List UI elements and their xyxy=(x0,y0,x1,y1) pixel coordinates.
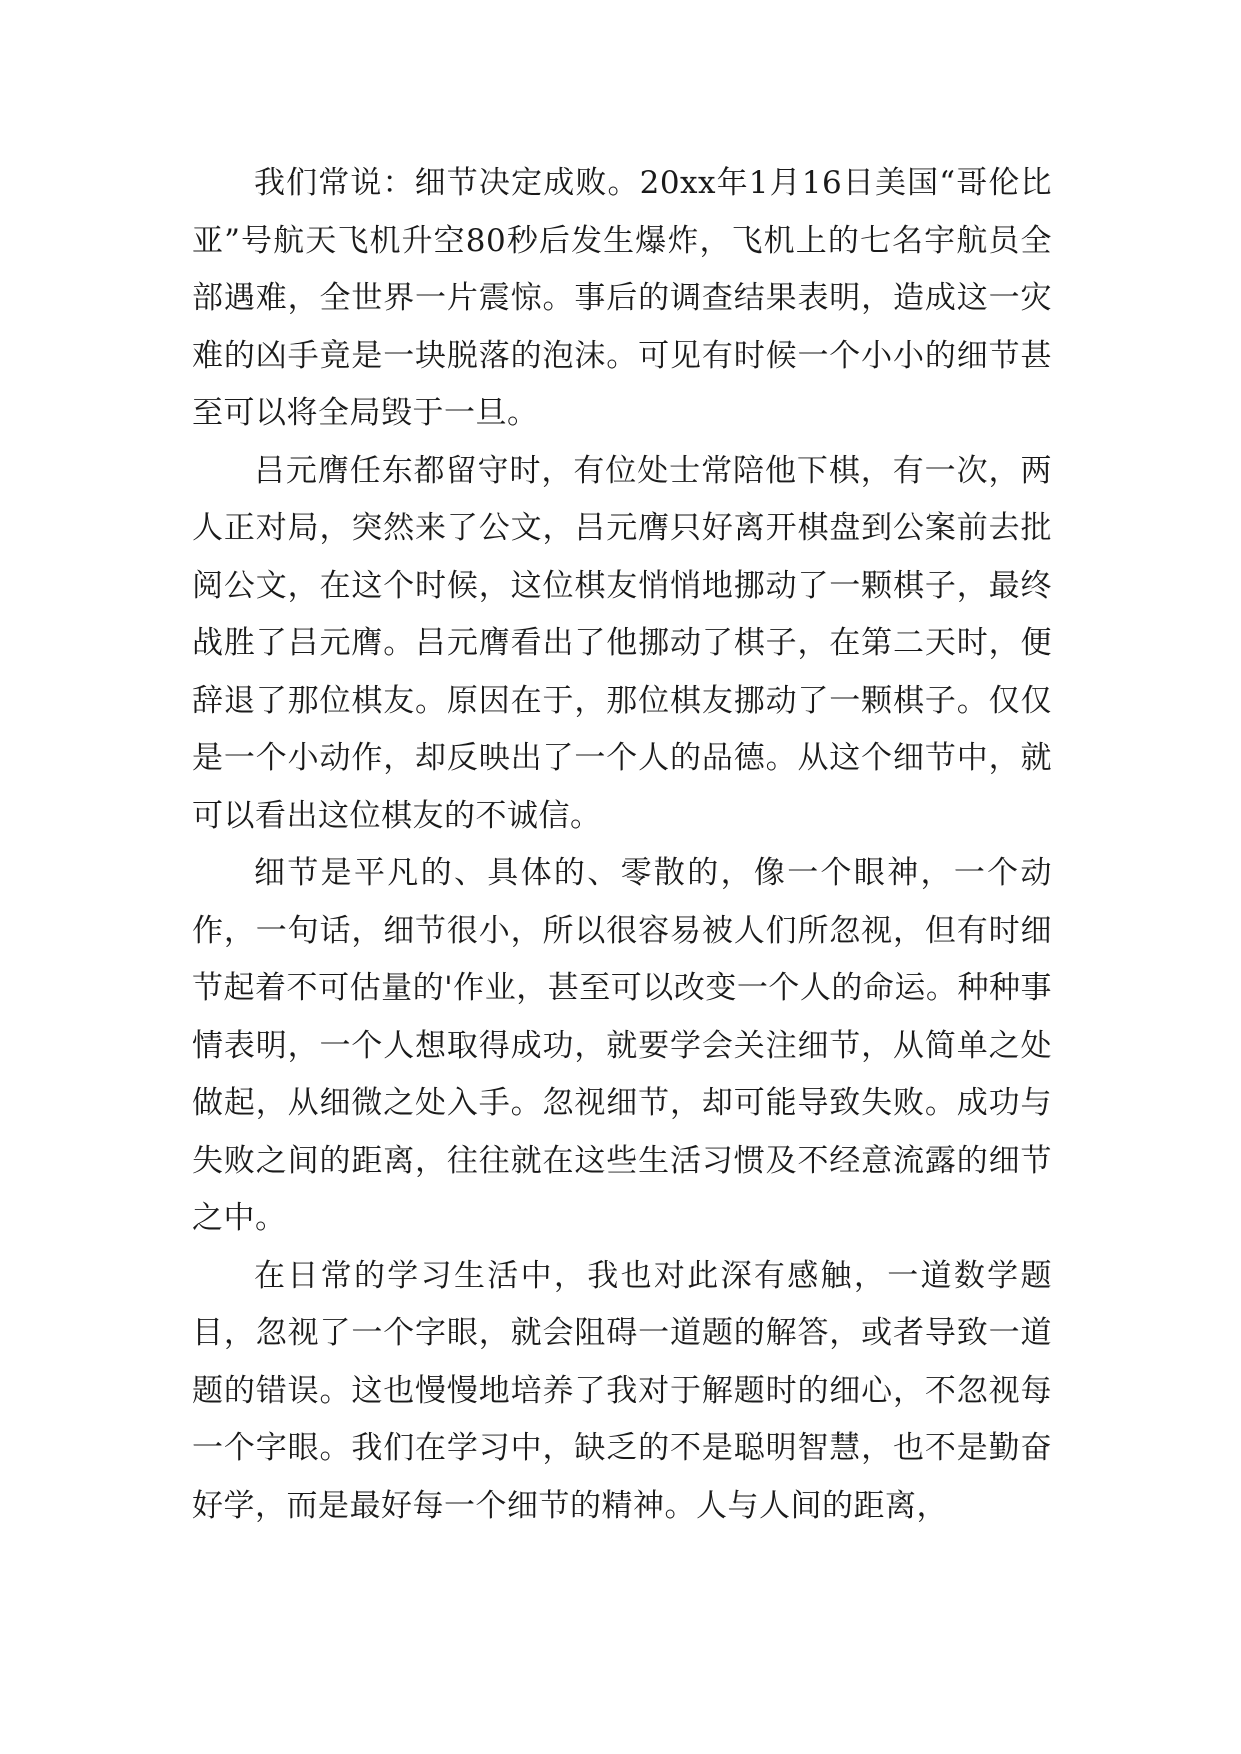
paragraph-3: 细节是平凡的、具体的、零散的，像一个眼神，一个动作，一句话，细节很小，所以很容易被人们所忽视，但有时细节起着不可估量的'作业，甚至可以改变一个人的命运。种种事情表明，一个人想取得成功，就要学会关注细节，从简单之处做起，从细微之处入手。忽视细节，却可能导致失败。成功与失败之间的距离，往往就在这些生活习惯及不经意流露的细节之中。 xyxy=(192,855,1052,1236)
document-body xyxy=(192,155,1052,1535)
paragraph-2: 吕元膺任东都留守时，有位处士常陪他下棋，有一次，两人正对局，突然来了公文，吕元膺只好离开棋盘到公案前去批阅公文，在这个时候，这位棋友悄悄地挪动了一颗棋子，最终战胜了吕元膺。吕元膺看出了他挪动了棋子，在第二天时，便辞退了那位棋友。原因在于，那位棋友挪动了一颗棋子。仅仅是一个小动作，却反映出了一个人的品德。从这个细节中，就可以看出这位棋友的不诚信。 xyxy=(192,452,1052,834)
paragraph-1: 我们常说：细节决定成败。20xx年1月16日美国“哥伦比亚”号航天飞机升空80秒后发生爆炸，飞机上的七名宇航员全部遇难，全世界一片震惊。事后的调查结果表明，造成这一灾难的凶手竟是一块脱落的泡沫。可见有时候一个小小的细节甚至可以将全局毁于一旦。 xyxy=(192,165,1052,431)
paragraph-4: 在日常的学习生活中，我也对此深有感触，一道数学题目，忽视了一个字眼，就会阻碍一道题的解答，或者导致一道题的错误。这也慢慢地培养了我对于解题时的细心，不忽视每一个字眼。我们在学习中，缺乏的不是聪明智慧，也不是勤奋好学，而是最好每一个细节的精神。人与人间的距离， xyxy=(192,1257,1052,1524)
